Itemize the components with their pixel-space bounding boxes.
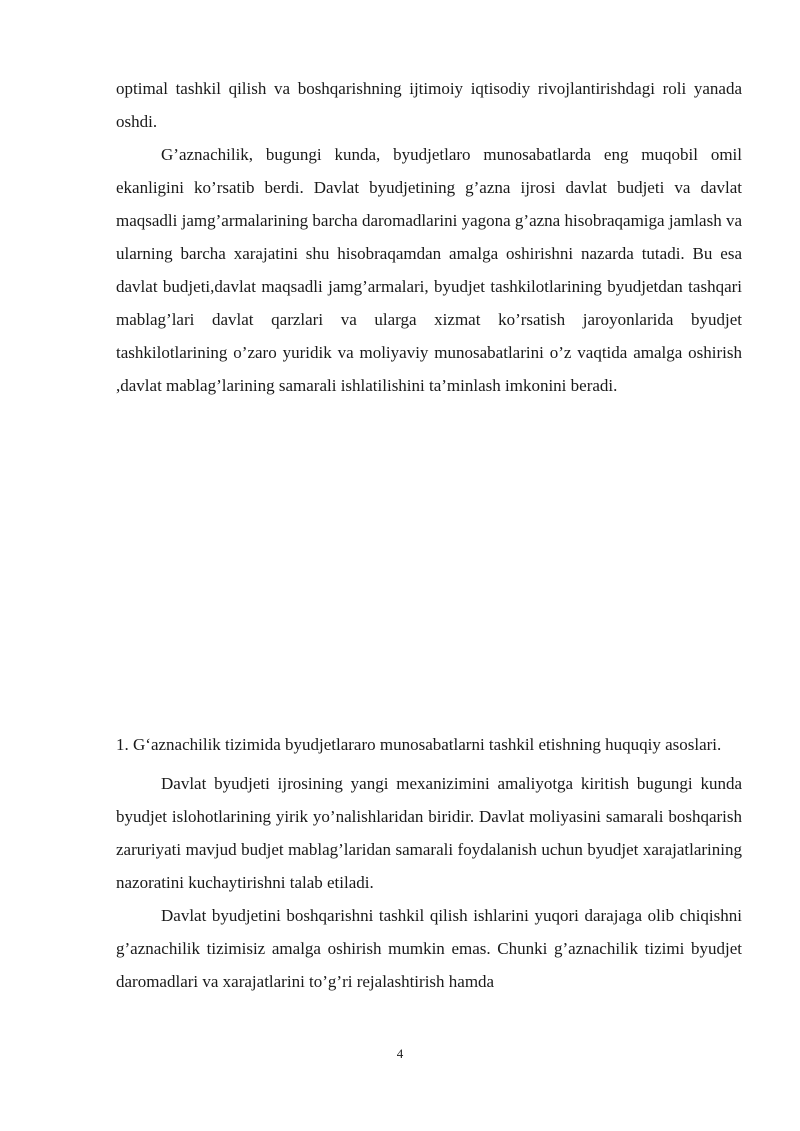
paragraph-davlat-byudjeti-ijrosi: Davlat byudjeti ijrosining yangi mexanizimini amaliyotga kiritish bugungi kunda byudjet islohotlarining yirik yo’nalishlaridan biridir. Davlat moliyasini samarali boshqarish zaruriyati mavjud budjet mablag’laridan samarali foydalanish uchun byudjet xarajatlarining nazoratini kuchaytirishni talab etiladi. <box>116 774 742 892</box>
page-number: 4 <box>396 1046 404 1061</box>
paragraph-gaznachilik: G’aznachilik, bugungi kunda, byudjetlaro munosabatlarda eng muqobil omil ekanligini ko’rsatib berdi. Davlat byudjetining g’azna ijrosi davlat budjeti va davlat maqsadli jamg’armalarining barcha daromadlarini yagona g’azna hisobraqamiga jamlash va ularning barcha xarajatini shu hisobraqamdan amalga oshirishni nazarda tutadi. Bu esa davlat budjeti,davlat maqsadli jamg’armalari, byudjet tashkilotlarining byudjetdan tashqari mablag’lari davlat qarzlari va ularga xizmat ko’rsatish jaroyonlarida byudjet tashkilotlarining o’zaro yuridik va moliyaviy munosabatlarini o’z vaqtida amalga oshirish ,davlat mablag’larining samarali ishlatilishini ta’minlash imkonini beradi. <box>116 145 742 395</box>
top-text-block <box>116 72 742 402</box>
section-1 <box>116 728 742 998</box>
paragraph-continuation: optimal tashkil qilish va boshqarishning ijtimoiy iqtisodiy rivojlantirishdagi roli yanada oshdi. <box>116 79 742 131</box>
paragraph-davlat-byudjetini-boshqarish: Davlat byudjetini boshqarishni tashkil qilish ishlarini yuqori darajaga olib chiqishni g’aznachilik tizimisiz amalga oshirish mumkin emas. Chunki g’aznachilik tizimi byudjet daromadlari va xarajatlarini to’g’ri rejalashtirish hamda <box>116 906 742 991</box>
section-heading: 1. G‘aznachilik tizimida byudjetlararo munosabatlarni tashkil etishning huquqiy asoslari. <box>116 735 722 754</box>
